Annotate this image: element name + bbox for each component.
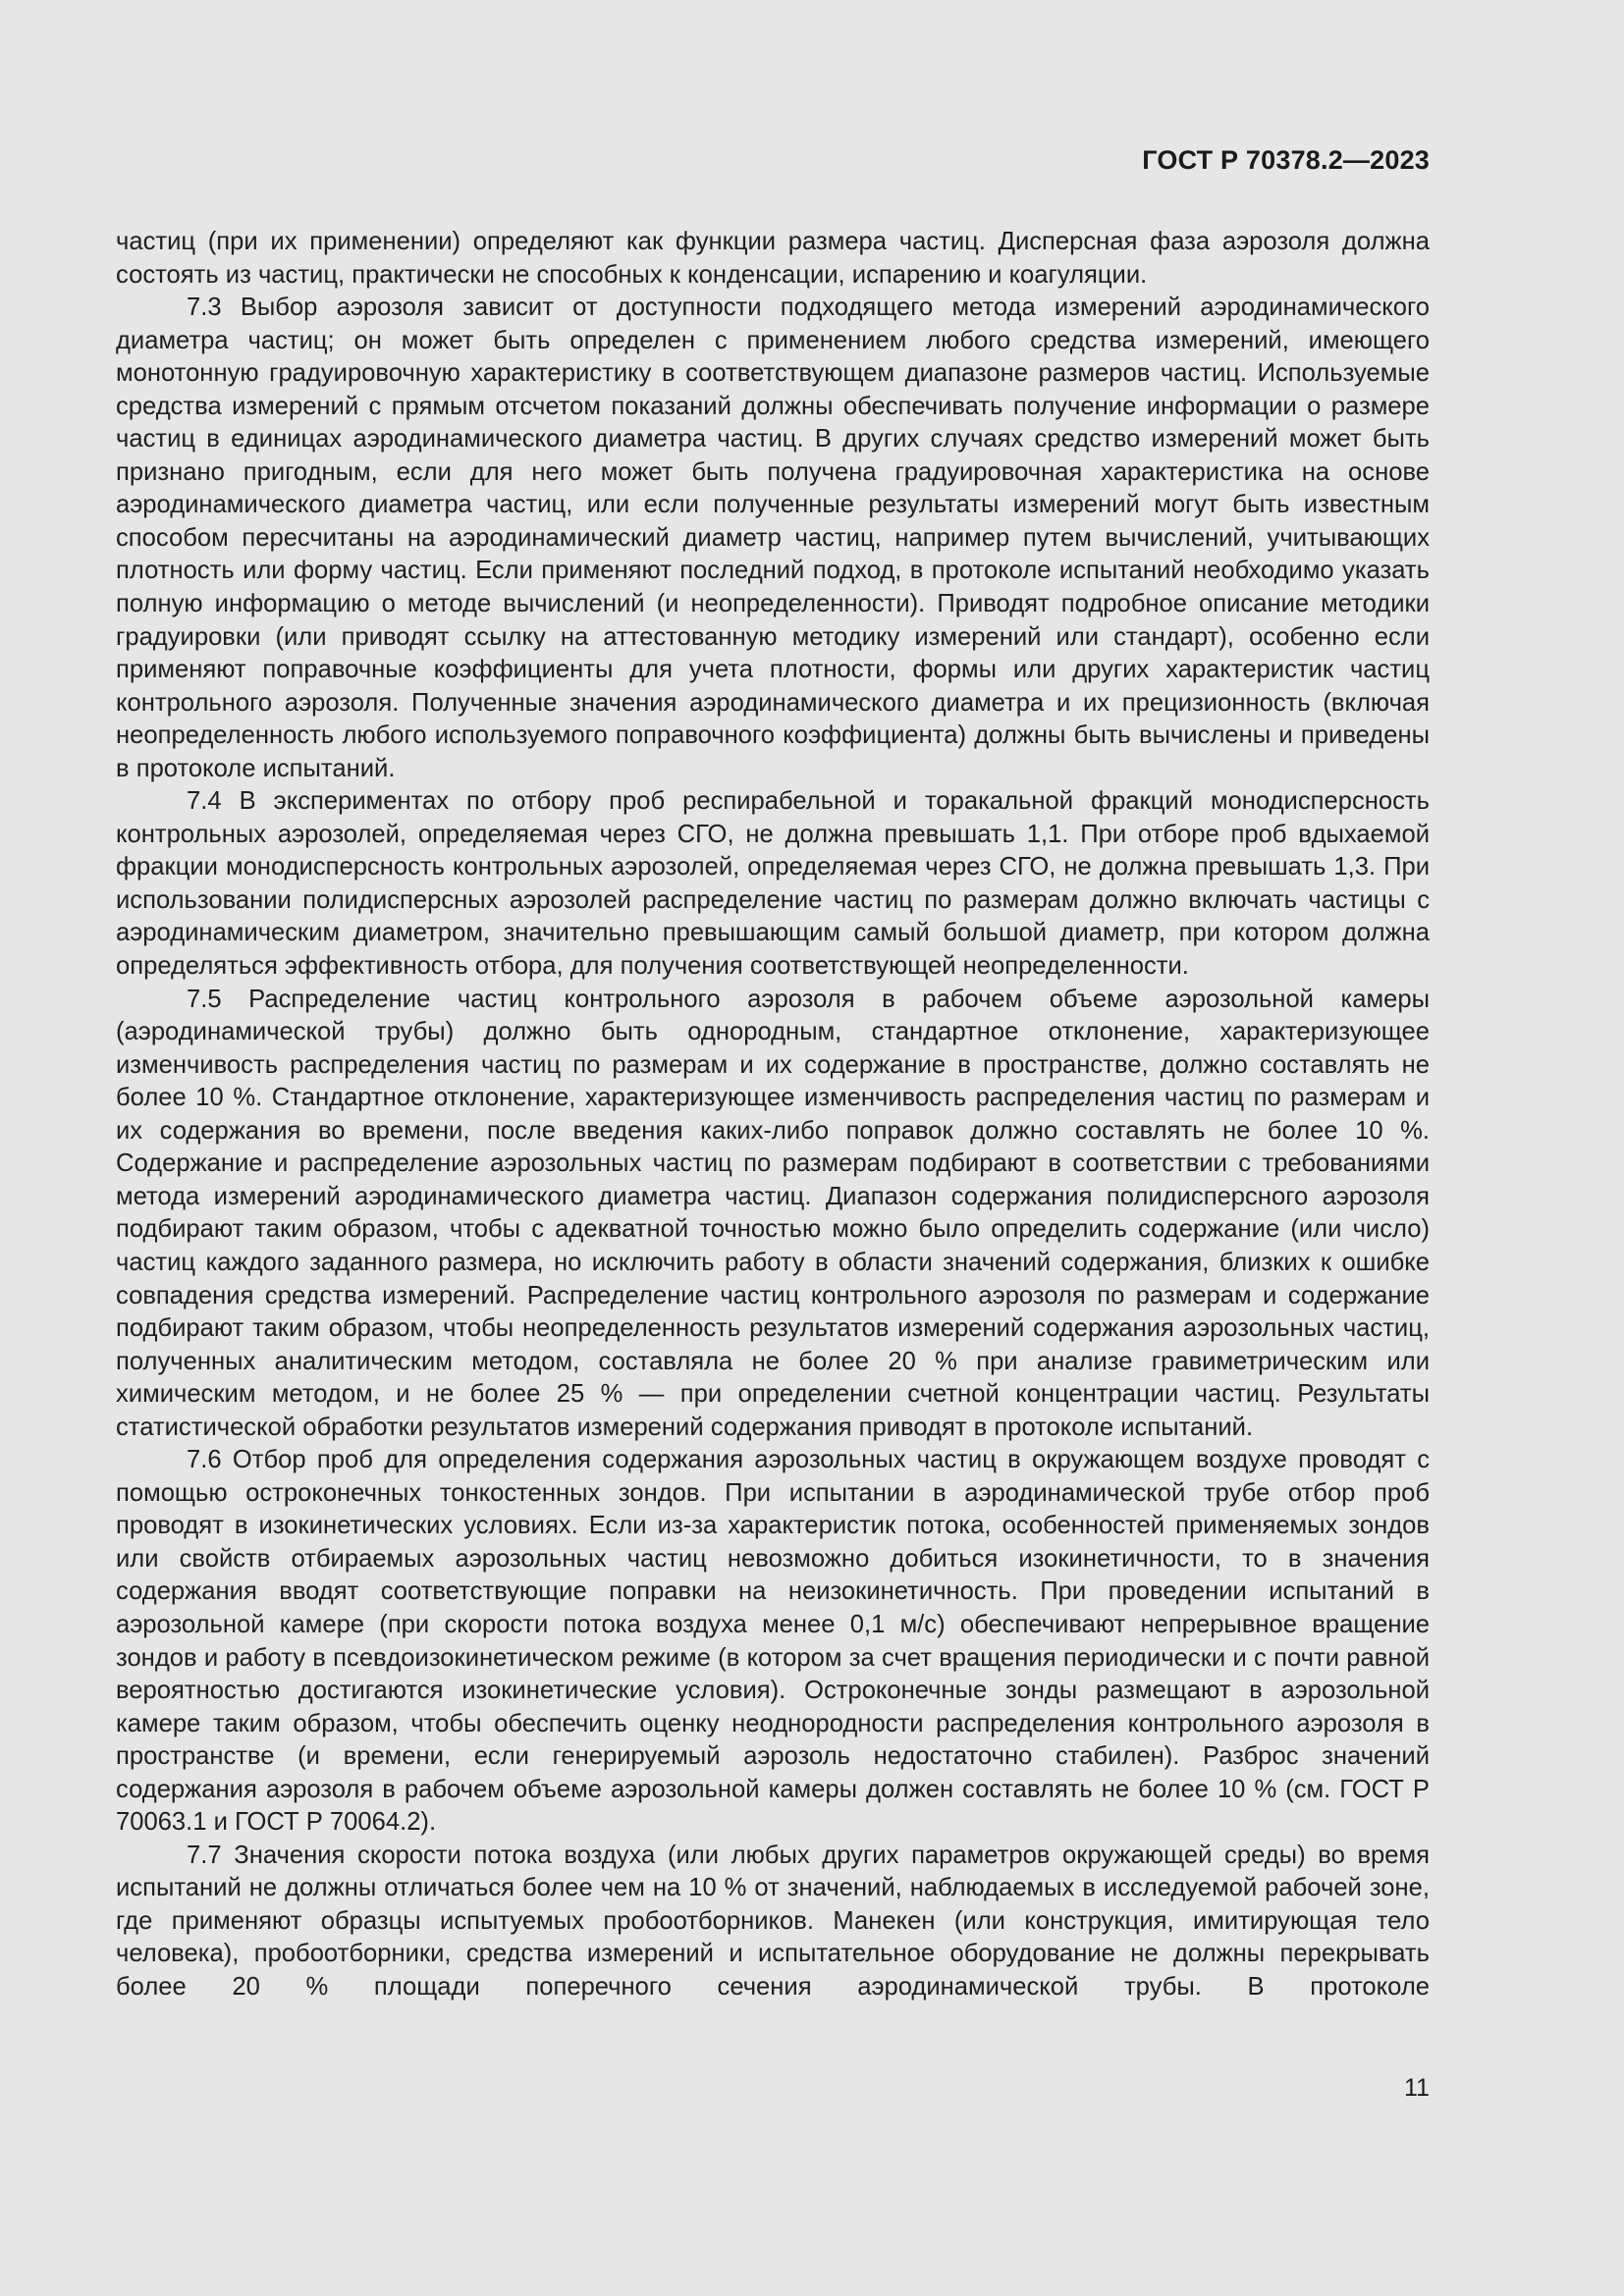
paragraph-7-5: [116, 984, 1430, 1445]
paragraph-number: 7.7: [187, 1841, 222, 1869]
paragraph-number: 7.6: [187, 1446, 222, 1474]
paragraph-7-6: [116, 1444, 1430, 1840]
paragraph-number: 7.4: [187, 787, 222, 816]
paragraph-number: 7.3: [187, 294, 222, 322]
paragraph-text: Отбор проб для определения содержания аэрозольных частиц в окружающем воздухе проводят с помощью остроконечных тонкостенных зондов. При испытании в аэродинамической трубе отбор проб проводят в изокинетических условиях. Если из-за характеристик потока, особенностей применяемых зондов или свойств отбираемых аэрозольных частиц невозможно добиться изокинетичности, то в значения содержания вводят соответствующие поправки на неизокинетичность. При проведении испытаний в аэрозольной камере (при скорости потока воздуха менее 0,1 м/с) обеспечивают непрерывное вращение зондов и работу в псевдоизокинетическом режиме (в котором за счет вращения периодически и с почти равной вероятностью достигаются изокинетические условия). Остроконечные зонды размещают в аэрозольной камере таким образом, чтобы обеспечить оценку неоднородности распределения контрольного аэрозоля в пространстве (и времени, если генерируемый аэрозоль недостаточно стабилен). Разброс значений содержания аэрозоля в рабочем объеме аэрозольной камеры должен составлять не более 10 % (см. ГОСТ Р 70063.1 и ГОСТ Р 70064.2).: [116, 1446, 1430, 1837]
paragraph-7-3: [116, 292, 1430, 785]
standard-header: ГОСТ Р 70378.2—2023: [1142, 145, 1430, 175]
paragraph-text: Распределение частиц контрольного аэрозоля в рабочем объеме аэрозольной камеры (аэродинамической трубы) должно быть однородным, стандартное отклонение, характеризующее изменчивость распределения частиц по размерам и их содержание в пространстве, должно составлять не более 10 %. Стандартное отклонение, характеризующее изменчивость распределения частиц по размерам и их содержания во времени, после введения каких-либо поправок должно составлять не более 10 %. Содержание и распределение аэрозольных частиц по размерам подбирают в соответствии с требованиями метода измерений аэродинамического диаметра частиц. Диапазон содержания полидисперсного аэрозоля подбирают таким образом, чтобы с адекватной точностью можно было определить содержание (или число) частиц каждого заданного размера, но исключить работу в области значений содержания, близких к ошибке совпадения средства измерений. Распределение частиц контрольного аэрозоля по размерам и содержание подбирают таким образом, чтобы неопределенность результатов измерений содержания аэрозольных частиц, полученных аналитическим методом, составляла не более 20 % при анализе гравиметрическим или химическим методом, и не более 25 % — при определении счетной концентрации частиц. Результаты статистической обработки результатов измерений содержания приводят в протоколе испытаний.: [116, 985, 1430, 1441]
paragraph-text: В экспериментах по отбору проб респирабельной и торакальной фракций монодисперсность контрольных аэрозолей, определяемая через СГО, не должна превышать 1,1. При отборе проб вдыхаемой фракции монодисперсность контрольных аэрозолей, определяемая через СГО, не должна превышать 1,3. При использовании полидисперсных аэрозолей распределение частиц по размерам должно включать частицы с аэродинамическим диаметром, значительно превышающим самый большой диаметр, при котором должна определяться эффективность отбора, для получения соответствующей неопределенности.: [116, 787, 1430, 981]
paragraph-continuation: [116, 226, 1430, 292]
paragraph-7-4: [116, 785, 1430, 983]
paragraph-number: 7.5: [187, 985, 222, 1013]
paragraph-text: частиц (при их применении) определяют как функции размера частиц. Дисперсная фаза аэрозоля должна состоять из частиц, практически не способных к конденсации, испарению и коагуляции.: [116, 228, 1430, 289]
paragraph-7-7: [116, 1840, 1430, 2004]
paragraph-text: Выбор аэрозоля зависит от доступности подходящего метода измерений аэродинамического диаметра частиц; он может быть определен с применением любого средства измерений, имеющего монотонную градуировочную характеристику в соответствующем диапазоне размеров частиц. Используемые средства измерений с прямым отсчетом показаний должны обеспечивать получение информации о размере частиц в единицах аэродинамического диаметра частиц. В других случаях средство измерений может быть признано пригодным, если для него может быть получена градуировочная характеристика на основе аэродинамического диаметра частиц, или если полученные результаты измерений могут быть известным способом пересчитаны на аэродинамический диаметр частиц, например путем вычислений, учитывающих плотность или форму частиц. Если применяют последний подход, в протоколе испытаний необходимо указать полную информацию о методе вычислений (и неопределенности). Приводят подробное описание методики градуировки (или приводят ссылку на аттестованную методику измерений или стандарт), особенно если применяют поправочные коэффициенты для учета плотности, формы или других характеристик частиц контрольного аэрозоля. Полученные значения аэродинамического диаметра и их прецизионность (включая неопределенность любого используемого поправочного коэффициента) должны быть вычислены и приведены в протоколе испытаний.: [116, 294, 1430, 782]
document-body: [116, 226, 1430, 2004]
paragraph-text: Значения скорости потока воздуха (или любых других параметров окружающей среды) во время испытаний не должны отличаться более чем на 10 % от значений, наблюдаемых в исследуемой рабочей зоне, где применяют образцы испытуемых пробоотборников. Манекен (или конструкция, имитирующая тело человека), пробоотборники, средства измерений и испытательное оборудование не должны перекрывать более 20 % площади поперечного сечения аэродинамической трубы. В протоколе: [116, 1841, 1430, 2001]
page-number: 11: [1404, 2074, 1430, 2102]
